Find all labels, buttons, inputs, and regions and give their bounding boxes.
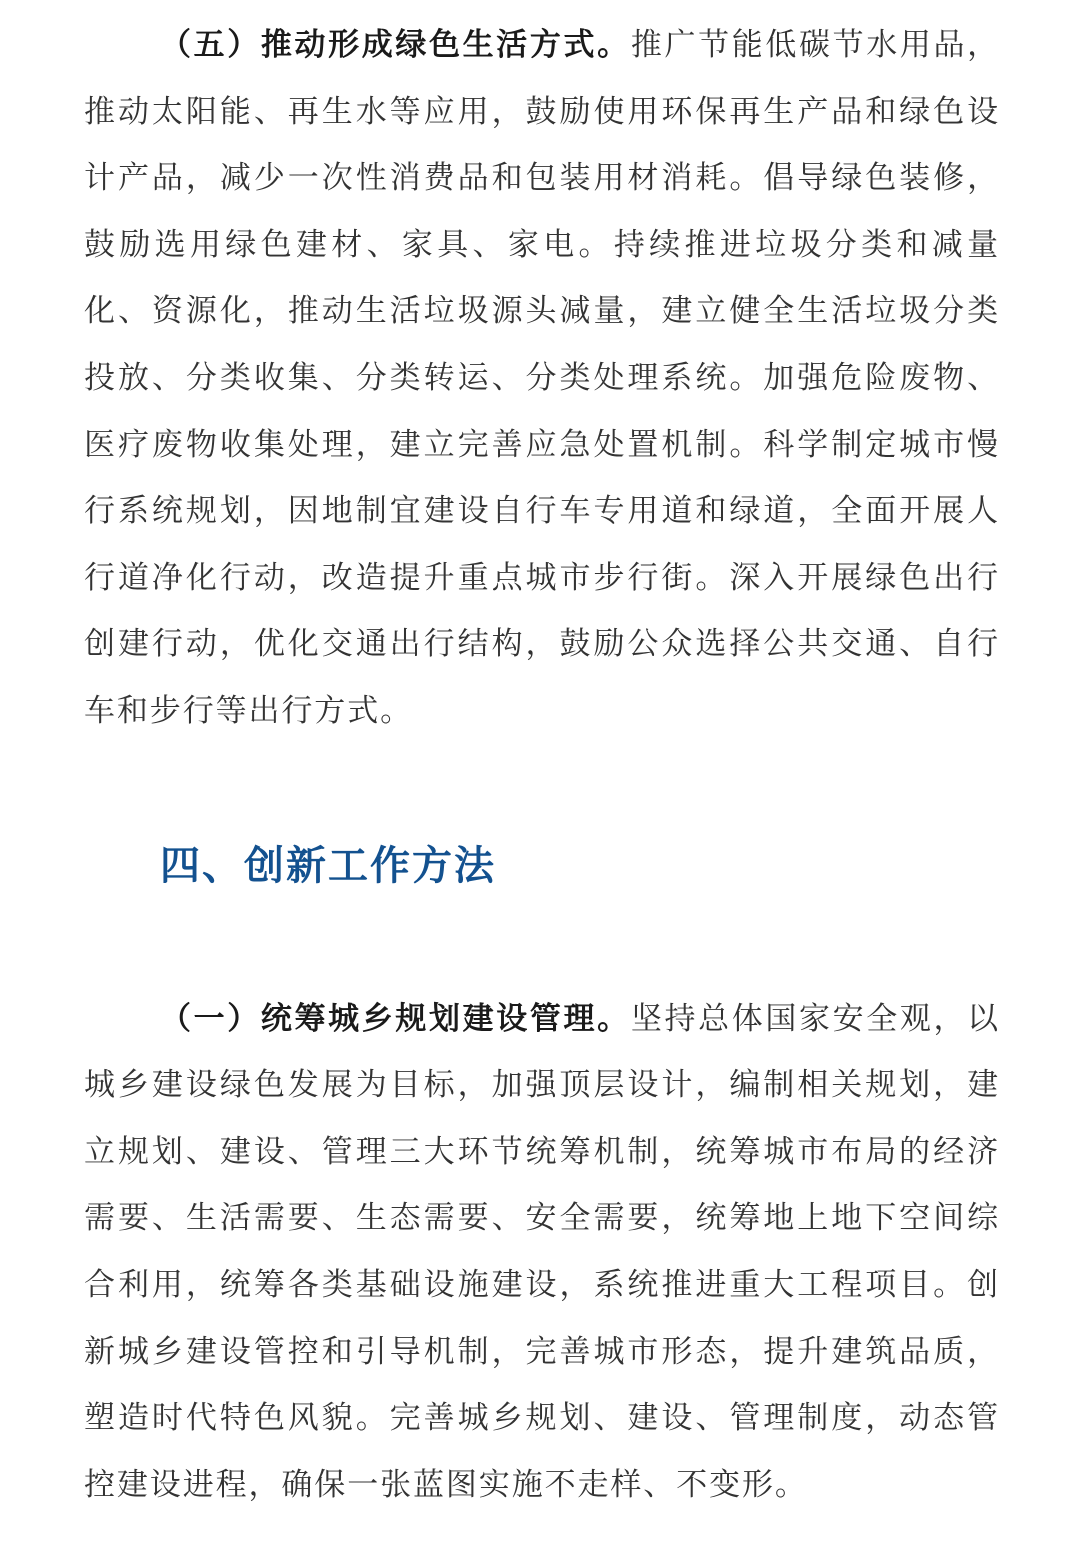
paragraph-lead-urban-rural-planning: （一）统筹城乡规划建设管理。 [160,1000,631,1037]
spacer [84,745,1000,830]
paragraph-lead-green-lifestyle: （五）推动形成绿色生活方式。 [160,27,631,63]
paragraph-urban-rural-planning [84,986,1000,1519]
paragraph-green-lifestyle [84,12,1000,745]
spacer [84,902,1000,986]
article [84,12,1000,1518]
paragraph-body-urban-rural-planning: 坚持总体国家安全观，以城乡建设绿色发展为目标，加强顶层设计，编制相关规划，建立规划、建设、管理三大环节统筹机制，统筹城市布局的经济需要、生活需要、生态需要、安全需要，统筹地上地下空间综合利用，统筹各类基础设施建设，系统推进重大工程项目。创新城乡建设管控和引导机制，完善城市形态，提升建筑品质，塑造时代特色风貌。完善城乡规划、建设、管理制度，动态管控建设进程，确保一张蓝图实施不走样、不变形。 [84,1000,1000,1503]
paragraph-body-green-lifestyle: 推广节能低碳节水用品，推动太阳能、再生水等应用，鼓励使用环保再生产品和绿色设计产品，减少一次性消费品和包装用材消耗。倡导绿色装修，鼓励选用绿色建材、家具、家电。持续推进垃圾分类和减量化、资源化，推动生活垃圾源头减量，建立健全生活垃圾分类投放、分类收集、分类转运、分类处理系统。加强危险废物、医疗废物收集处理，建立完善应急处置机制。科学制定城市慢行系统规划，因地制宜建设自行车专用道和绿道，全面开展人行道净化行动，改造提升重点城市步行街。深入开展绿色出行创建行动，优化交通出行结构，鼓励公众选择公共交通、自行车和步行等出行方式。 [84,27,1000,729]
section-heading: 四、创新工作方法 [160,842,496,889]
